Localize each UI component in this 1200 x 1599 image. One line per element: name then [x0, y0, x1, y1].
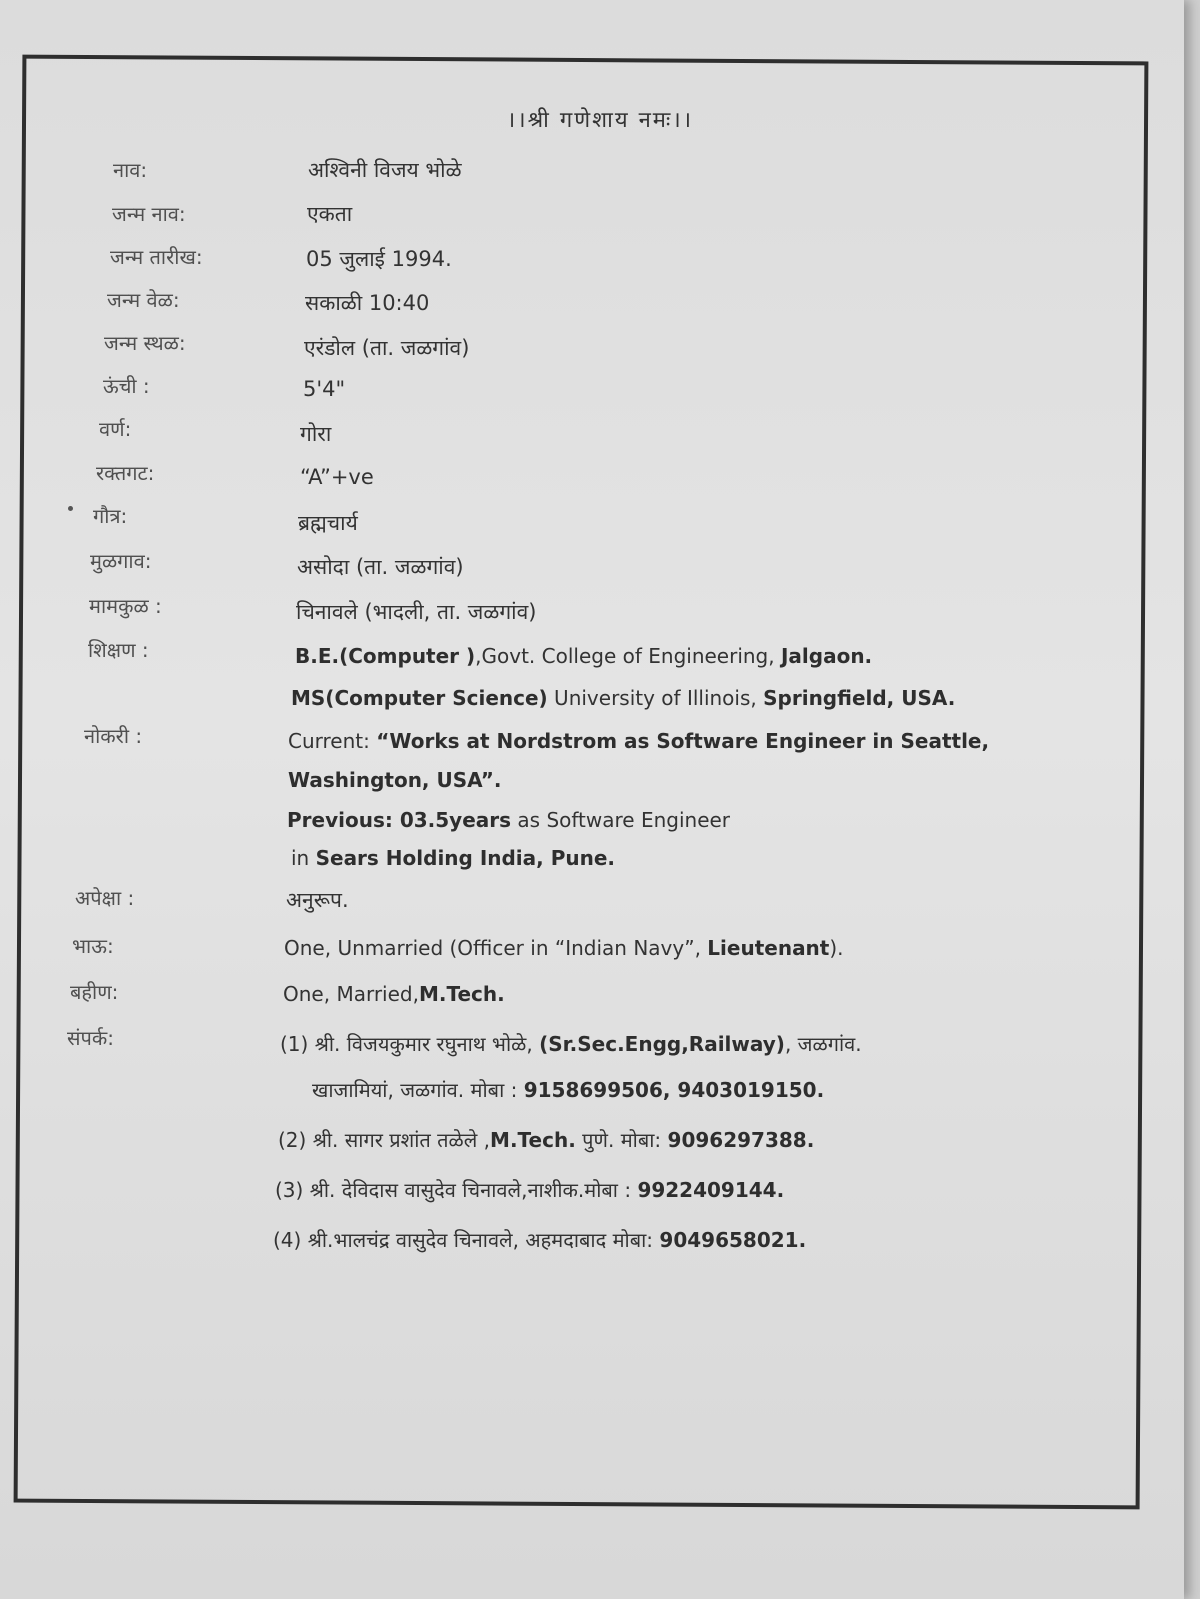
education-college-1: ,Govt. College of Engineering, [475, 644, 781, 668]
contact-1-city: , जळगांव. [784, 1032, 862, 1056]
name-label: नाव: [113, 158, 148, 182]
contact-2-city: पुणे. मोबा: [575, 1128, 668, 1152]
sister-label: बहीण: [70, 980, 119, 1004]
contact-2 [278, 1126, 814, 1153]
sister-value [283, 982, 505, 1006]
job-current-line-2: Washington, USA”. [288, 768, 502, 792]
job-previous-text: as Software Engineer [511, 808, 731, 832]
gotra-value: ब्रह्मचार्य [298, 511, 358, 535]
brother-value [284, 936, 844, 960]
contact-1-address: खाजामियां, जळगांव. मोबा : [312, 1078, 524, 1102]
native-place-label: मुळगाव: [90, 549, 152, 573]
job-label: नोकरी : [84, 724, 143, 748]
complexion-value: गोरा [300, 422, 332, 446]
birth-date-value: 05 जुलाई 1994. [306, 247, 452, 271]
education-line-2 [291, 686, 955, 710]
birth-place-label: जन्म स्थळ: [104, 331, 186, 355]
education-degree-1: B.E.(Computer ) [295, 644, 476, 668]
birth-date-label: जन्म तारीख: [110, 245, 203, 269]
job-current-prefix: Current: [288, 729, 377, 753]
contact-3-phone: 9922409144. [637, 1178, 785, 1202]
contact-label: संपर्क: [67, 1026, 114, 1050]
contact-1-line-1 [280, 1030, 862, 1057]
gotra-label: गौत्र: [93, 504, 128, 528]
contact-3 [275, 1176, 784, 1203]
expectation-value: अनुरूप. [286, 888, 349, 912]
contact-1-phone: 9158699506, 9403019150. [523, 1078, 825, 1102]
blood-group-value: “A”+ve [300, 465, 374, 489]
brother-rank: Lieutenant [707, 936, 830, 960]
birth-name-value: एकता [307, 202, 353, 226]
job-previous-prefix: Previous: 03.5years [287, 808, 512, 832]
sister-value-text: One, Married, [283, 982, 419, 1006]
education-city-2: Springfield, USA. [763, 686, 956, 710]
contact-2-name: (2) श्री. सागर प्रशांत तळेले , [278, 1128, 491, 1152]
education-line-1 [295, 644, 872, 668]
name-value: अश्विनी विजय भोळे [308, 158, 462, 182]
complexion-label: वर्ण: [99, 417, 132, 441]
maternal-family-label: मामकुळ : [89, 594, 162, 618]
birth-time-label: जन्म वेळ: [107, 288, 180, 312]
contact-2-phone: 9096297388. [667, 1128, 815, 1152]
blood-group-label: रक्तगट: [96, 461, 155, 485]
contact-1-name: (1) श्री. विजयकुमार रघुनाथ भोळे, [280, 1032, 540, 1056]
contact-2-degree: M.Tech. [490, 1128, 576, 1152]
height-value: 5'4" [303, 377, 346, 401]
contact-1-designation: (Sr.Sec.Engg,Railway) [539, 1032, 785, 1056]
contact-4-name: (4) श्री.भालचंद्र वासुदेव चिनावले, अहमदाबाद मोबा: [273, 1228, 660, 1252]
education-city-1: Jalgaon. [780, 644, 873, 668]
education-label: शिक्षण : [88, 638, 149, 662]
job-current-text: “Works at Nordstrom as Software Engineer in Seattle, [376, 729, 990, 753]
maternal-family-value: चिनावले (भादली, ता. जळगांव) [296, 600, 537, 624]
brother-value-text: One, Unmarried (Officer in “Indian Navy”, [284, 936, 708, 960]
job-previous-company: Sears Holding India, Pune. [315, 846, 616, 870]
brother-label: भाऊ: [72, 934, 114, 958]
contact-3-name: (3) श्री. देविदास वासुदेव चिनावले,नाशीक.मोबा : [275, 1178, 638, 1202]
job-previous-in: in [291, 846, 316, 870]
birth-name-label: जन्म नाव: [112, 202, 186, 226]
brother-value-end: ). [829, 936, 844, 960]
job-previous-line-1 [287, 808, 730, 832]
job-current-line-1 [288, 729, 989, 753]
birth-place-value: एरंडोल (ता. जळगांव) [304, 336, 470, 360]
sister-degree: M.Tech. [418, 982, 505, 1006]
birth-time-value: सकाळी 10:40 [305, 291, 430, 315]
height-label: ऊंची : [103, 374, 150, 398]
contact-4-phone: 9049658021. [659, 1228, 807, 1252]
native-place-value: असोदा (ता. जळगांव) [297, 555, 464, 579]
contact-1-line-2 [312, 1076, 824, 1103]
contact-4 [273, 1226, 806, 1253]
speck-mark [68, 506, 73, 511]
job-previous-line-2 [291, 846, 615, 870]
expectation-label: अपेक्षा : [75, 886, 135, 910]
education-college-2: University of Illinois, [547, 686, 764, 710]
education-degree-2: MS(Computer Science) [291, 686, 548, 710]
document-header: ।।श्री गणेशाय नमः।। [506, 108, 694, 133]
